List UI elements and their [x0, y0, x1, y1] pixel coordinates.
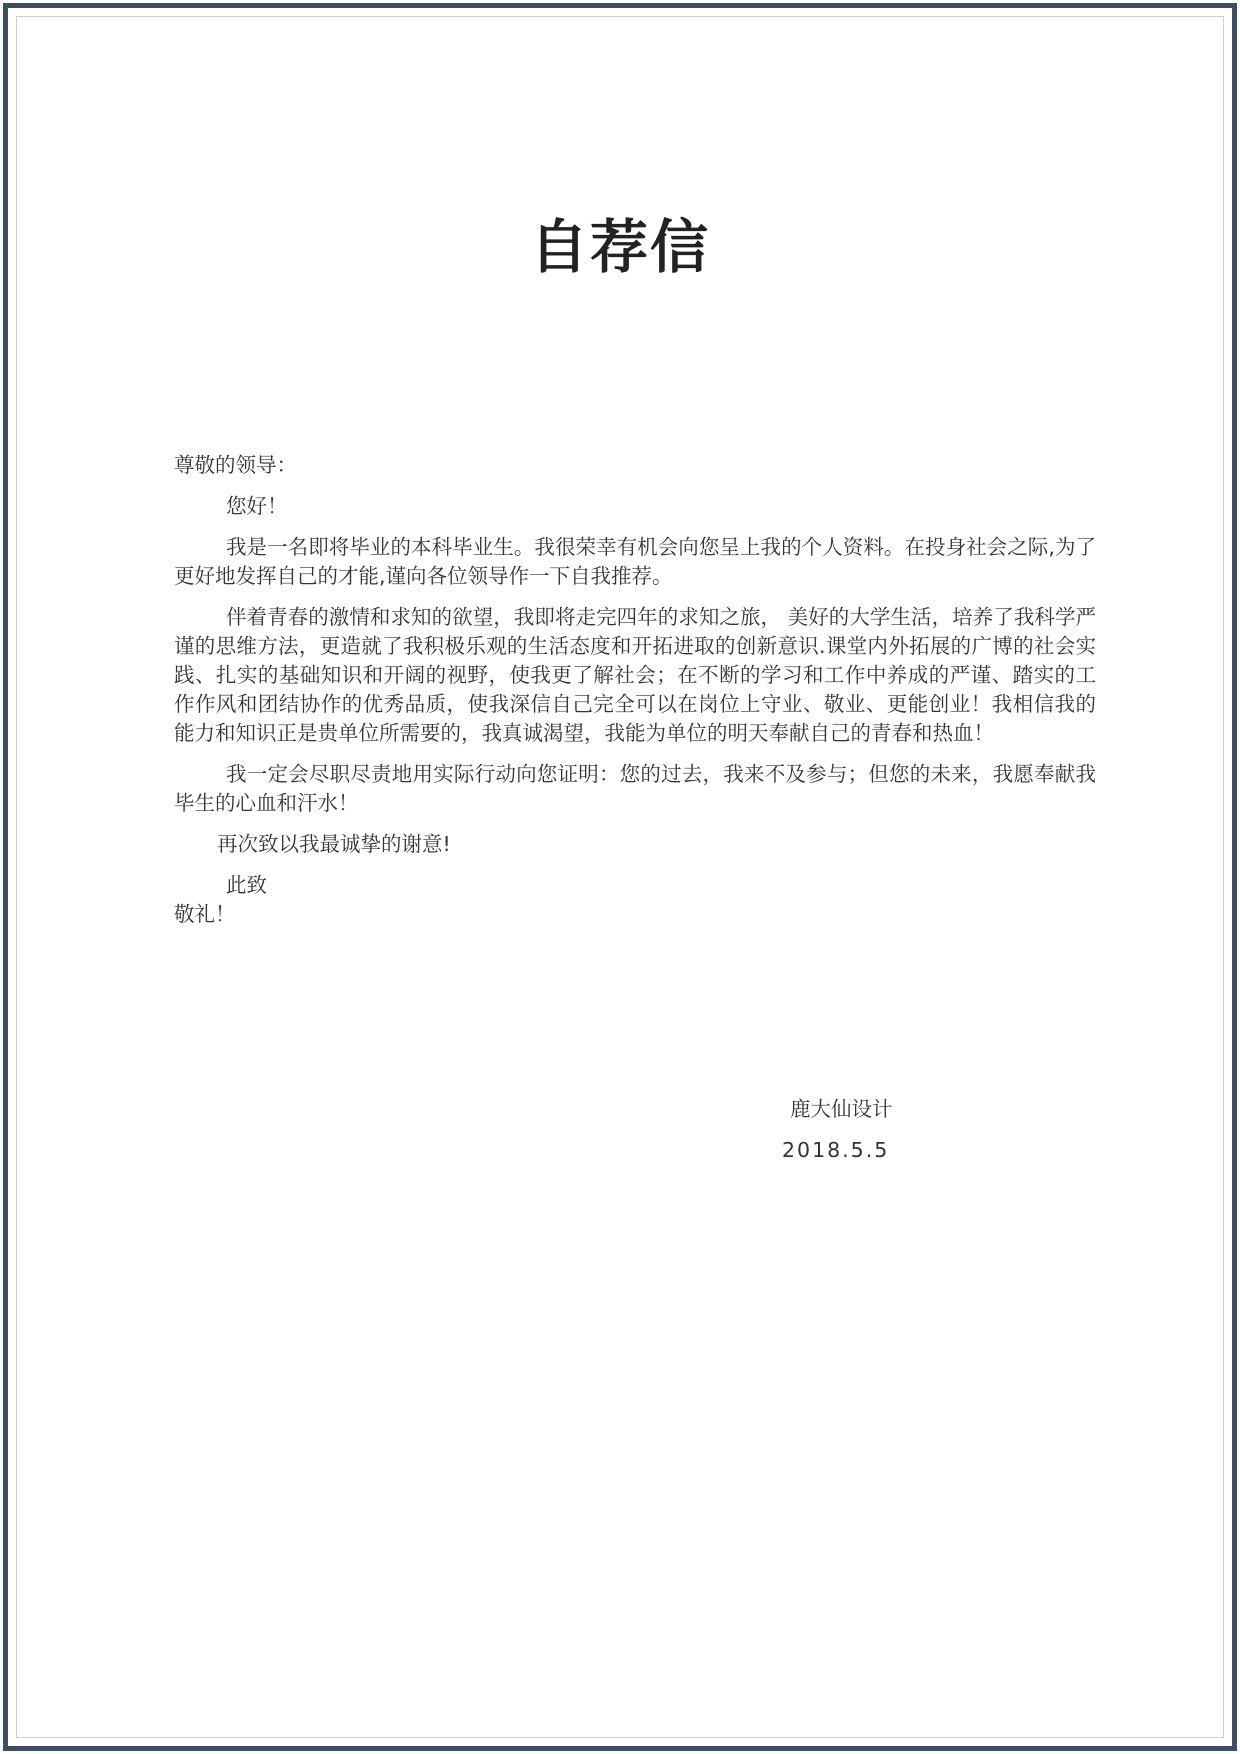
document-title: 自荐信 — [529, 213, 710, 281]
thanks-line: 再次致以我最诚挚的谢意! — [217, 832, 451, 856]
greeting: 您好！ — [226, 494, 288, 518]
paragraph-qualifications: 伴着青春的激情和求知的欲望，我即将走完四年的求知之旅， 美好的大学生活，培养了我科学严谨的思维方法，更造就了我积极乐观的生活态度和开拓进取的创新意识.课堂内外拓展的广博的社会实践、扎实的基础知识和开阔的视野，使我更了解社会；在不断的学习和工作中养成的严谨、踏实的工作作风和团结协作的优秀品质，使我深信自己完全可以在岗位上守业、敬业、更能创业！我相信我的能力和知识正是贵单位所需要的，我真诚渴望，我能为单位的明天奉献自己的青春和热血！ — [174, 605, 1096, 745]
regards-line: 敬礼！ — [174, 902, 236, 926]
salutation: 尊敬的领导： — [174, 453, 297, 477]
paragraph-commitment: 我一定会尽职尽责地用实际行动向您证明：您的过去，我来不及参与；但您的未来，我愿奉献我毕生的心血和汗水！ — [174, 762, 1096, 815]
date: 2018.5.5 — [782, 1138, 890, 1162]
signature: 鹿大仙设计 — [790, 1097, 893, 1121]
closing-line: 此致 — [226, 873, 267, 897]
paragraph-intro: 我是一名即将毕业的本科毕业生。我很荣幸有机会向您呈上我的个人资料。在投身社会之际,为了更好地发挥自己的才能,谨向各位领导作一下自我推荐。 — [174, 535, 1096, 588]
letter-body — [174, 451, 1096, 929]
